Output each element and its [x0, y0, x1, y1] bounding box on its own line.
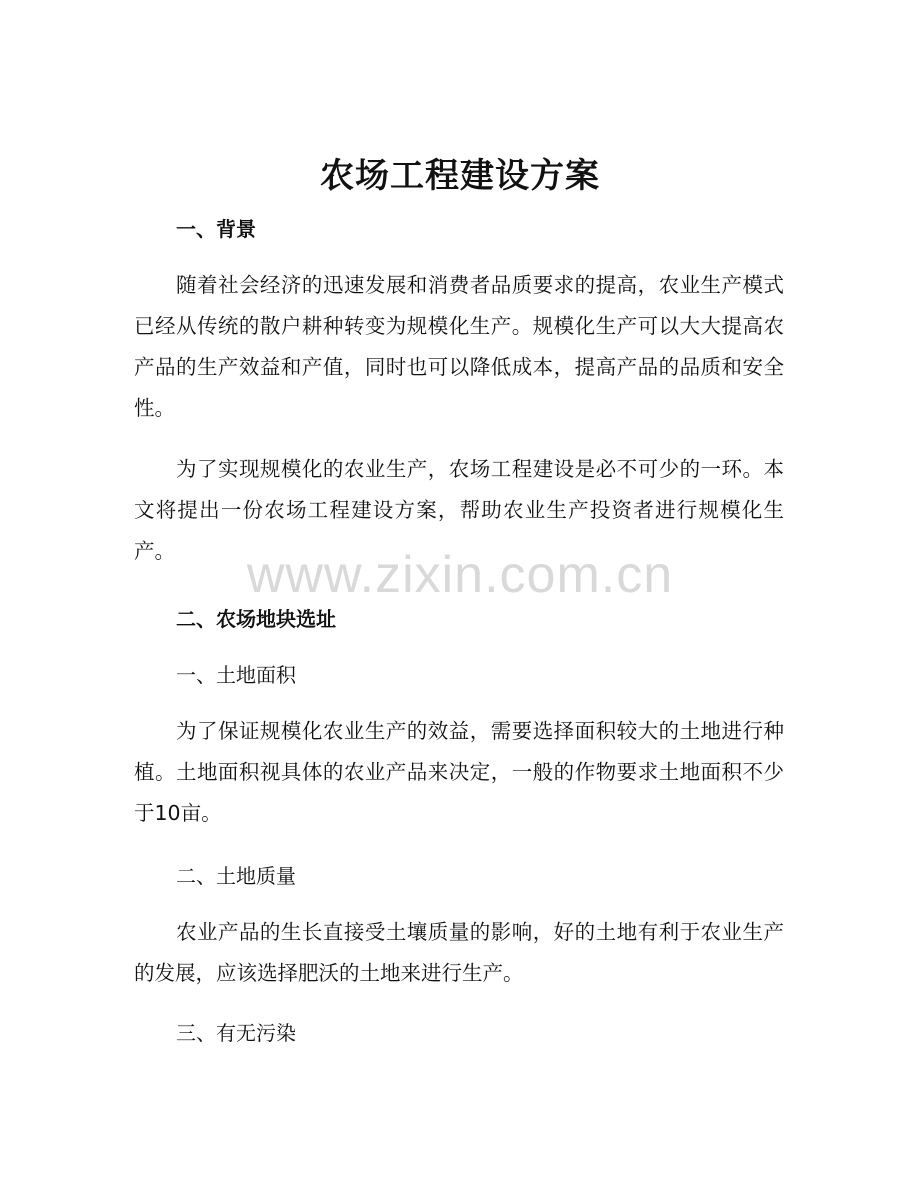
document-title: 农场工程建设方案 [320, 156, 600, 196]
paragraph-background-1: 随着社会经济的迅速发展和消费者品质要求的提高，农业生产模式已经从传统的散户耕种转变为规模化生产。规模化生产可以大大提高农产品的生产效益和产值，同时也可以降低成本，提高产品的品质和安全性。 [134, 273, 784, 420]
paragraph-land-area: 为了保证规模化农业生产的效益，需要选择面积较大的土地进行种植。土地面积视具体的农业产品来决定，一般的作物要求土地面积不少于10亩。 [134, 719, 784, 825]
subheading-land-quality: 二、土地质量 [176, 864, 296, 888]
watermark: www.zixin.com.cn [246, 546, 674, 604]
section-heading-site-selection: 二、农场地块选址 [176, 607, 336, 631]
paragraph-land-quality: 农业产品的生长直接受土壤质量的影响，好的土地有利于农业生产的发展，应该选择肥沃的土地来进行生产。 [134, 920, 784, 985]
paragraph-background-2: 为了实现规模化的农业生产，农场工程建设是必不可少的一环。本文将提出一份农场工程建设方案，帮助农业生产投资者进行规模化生产。 [134, 457, 784, 563]
section-heading-background: 一、背景 [176, 217, 256, 241]
subheading-land-area: 一、土地面积 [176, 663, 296, 687]
subheading-pollution: 三、有无污染 [176, 1021, 296, 1045]
